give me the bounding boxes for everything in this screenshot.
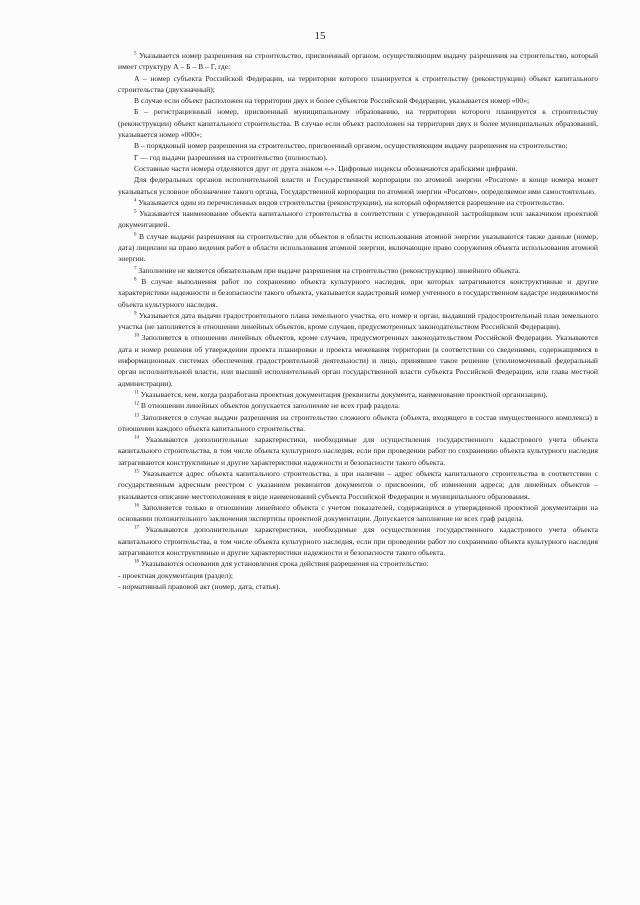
footnote-paragraph [118,276,598,310]
footnote-paragraph [118,174,598,197]
footnote-paragraph [118,231,598,265]
footnote-marker: 4 [134,198,137,204]
footnote-paragraph [118,50,598,73]
footnote-marker: 5 [134,209,137,215]
footnote-marker: 8 [134,277,137,283]
footnote-marker: 6 [134,232,137,238]
footnote-paragraph [118,332,598,388]
footnote-marker: 11 [134,390,139,396]
footnote-paragraph [118,468,598,502]
footnote-text: В отношении линейных объектов допускается заполнение не всех граф раздела. [140,401,400,411]
footnote-paragraph [118,197,598,208]
footnote-paragraph [118,389,598,400]
footnote-text: Указывается дата выдачи градостроительного плана земельного участка, его номер и орган, выдавший градостроительный план земельного участка (не заполняется в отношении линейных объектов, кроме случаев, предусмотренных законодательством Российской Федерации). [118,310,599,332]
footnote-text: Б – регистрационный номер, присвоенный муниципальному образованию, на территории которого планируется к строительству (реконструкции) объект капитального строительства. В случае если объект расположен на территории двух и более муниципальных образований, указывается номер «000»; [118,107,598,140]
footnote-marker: 12 [134,401,139,407]
footnote-text: Заполняется в отношении линейных объектов, кроме случаев, предусмотренных законодательством Российской Федерации. Указываются дата и номер решения об утверждении проекта планировки и проекта межевания территории (в соответствии со сведениями, содержащимися в информационных системах обеспечения градостроительной деятельности) и лицо, принявшее такое решение (уполномоченный федеральный орган исполнительной власти, или высший исполнительный орган государственной власти субъекта Российской Федерации, или глава местной администрации). [118,333,598,388]
footnote-text: Указывается адрес объекта капитального строительства, а при наличии – адрес объекта капитального строительства в соответствии с государственным адресным реестром с указанием реквизитов документов о присвоении, об изменении адреса; для линейных объектов – указывается описание местоположения в виде наименований субъекта Российской Федерации и муниципального образования. [118,468,598,501]
footnote-text: В – порядковый номер разрешения на строительство, присвоенный органом, осуществляющим выдачу разрешения на строительство; [134,141,568,151]
footnote-paragraph [118,524,598,558]
footnote-marker: 15 [134,469,139,475]
footnote-paragraph [118,412,598,435]
footnote-marker: 13 [134,412,139,418]
page-number: 15 [314,30,326,42]
footnote-paragraph [118,502,598,525]
footnote-text: Заполняется только в отношении линейного объекта с учетом показателей, содержащихся в утвержденной проектной документации на основании положительного заключения экспертизы проектной документации. Допускается заполнение не всех граф раздела. [118,502,598,524]
footnote-text: Указывается один из перечисленных видов строительства (реконструкции), на который оформляется разрешение на строительство. [138,197,565,207]
footnote-text: Указывается, кем, когда разработана проектная документация (реквизиты документа, наименование проектной организации). [140,389,548,399]
list-item: - нормативный правовой акт (номер, дата, статья). [118,581,281,591]
footnote-paragraph [118,208,598,231]
footnote-paragraph [118,558,598,569]
footnote-marker: 10 [134,333,139,339]
footnote-paragraph [118,434,598,468]
footnote-marker: 16 [134,503,139,509]
footnote-marker: 17 [134,525,139,531]
footnote-paragraph [118,400,598,411]
footnote-paragraph [118,265,598,276]
footnote-paragraph [118,95,598,106]
footnote-paragraph [118,310,598,333]
footnote-marker: 18 [134,559,139,565]
footnote-paragraph [118,140,598,151]
list-item: - проектная документация (раздел); [118,570,233,580]
footnote-text: Заполнение не является обязательным при выдаче разрешения на строительство (реконструкцию) линейного объекта. [138,265,521,275]
footnote-text: Г — год выдачи разрешения на строительство (полностью). [134,152,328,162]
footnote-text: Указываются дополнительные характеристики, необходимые для осуществления государственного кадастрового учета объекта капитального строительства, в том числе объекта культурного наследия, если при проведении работ по сохранению объекта культурного наследия затрагиваются конструктивные и другие характеристики надежности и безопасности такого объекта. [118,525,598,558]
footnote-text: А – номер субъекта Российской Федерации, на территории которого планируется к строительству (реконструкции) объект капитального строительства (двухзначный); [118,73,598,94]
footnote-paragraph [118,152,598,163]
footnote-text: В случае выполнения работ по сохранению объекта культурного наследия, при которых затрагиваются конструктивные и другие характеристики надежности и безопасности такого объекта, указывается кадастровый номер учтенного в государственном кадастре недвижимости объекта культурного наследия. [118,276,598,309]
footnote-paragraph [118,73,598,96]
footnote-paragraph [118,163,598,174]
footnote-text: В случае если объект расположен на территории двух и более субъектов Российской Федерации, указывается номер «00»; [134,96,530,106]
footnotes-body [118,50,598,592]
footnote-marker: 9 [134,311,137,317]
footnote-text: Для федеральных органов исполнительной власти и Государственной корпорации по атомной энергии «Росатом» в конце номера может указываться условное обозначение такого органа, Государственной корпорации по атомной энергии «Росатом», определяемое ими самостоятельно. [118,175,598,196]
footnote-text: Указываются основания для установления срока действия разрешения на строительство: [140,559,429,569]
footnote-text: Заполняется в случае выдачи разрешения на строительство сложного объекта (объекта, входящего в состав имущественного комплекса) в отношении каждого объекта капитального строительства. [118,412,598,433]
footnote-text: Составные части номера отделяются друг от друга знаком «-». Цифровые индексы обозначаются арабскими цифрами. [134,163,518,173]
footnote-text: Указывается номер разрешения на строительство, присвоенный органом, осуществляющим выдачу разрешения на строительство, который имеет структуру А – Б – В – Г, где: [118,51,599,72]
footnote-text: Указывается наименование объекта капитального строительства в соответствии с утвержденной застройщиком или заказчиком проектной документацией. [118,209,598,230]
footnote-marker: 5 [134,51,137,57]
footnote-text: В случае выдачи разрешения на строительство для объектов в области использования атомной энергии указываются также данные (номер, дата) лицензии на право ведения работ в области использования атомной энергии, включающие право сооружения объекта использования атомной энергии. [118,231,598,264]
footnote-paragraph [118,106,598,140]
footnote-marker: 7 [134,266,137,272]
footnote-marker: 14 [134,435,139,441]
footnote-text: Указываются дополнительные характеристики, необходимые для осуществления государственного кадастрового учета объекта капитального строительства, в том числе объекта культурного наследия, если при проведении работ по сохранению объекта культурного наследия затрагиваются конструктивные и другие характеристики надежности и безопасности такого объекта. [118,435,598,467]
